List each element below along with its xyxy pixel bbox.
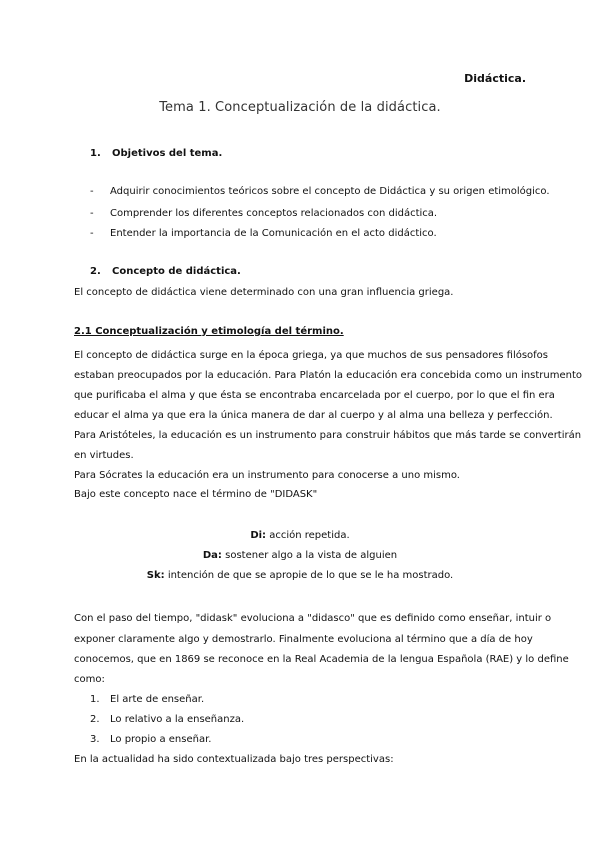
tema-title: Tema 1. Conceptualización de la didáctica. [159, 100, 441, 115]
text-line: educar el alma ya que era la única manera de dar al cuerpo y al alma una belleza y perfección. [74, 410, 553, 421]
etymology-line [0, 550, 600, 561]
text-line: conocemos, que en 1869 se reconoce en la Real Academia de la lengua Española (RAE) y lo define [74, 654, 569, 665]
list-item: Lo relativo a la enseñanza. [110, 714, 245, 725]
section2-intro: El concepto de didáctica viene determinado con una gran influencia griega. [74, 287, 454, 298]
list-number: 1. [90, 694, 100, 705]
text-line: que purificaba el alma y que ésta se encontraba encarcelada por el cuerpo, por lo que el fin era [74, 390, 555, 401]
etymology-term: Da: [202, 550, 222, 561]
text-line: estaban preocupados por la educación. Para Platón la educación era concebida como un instrumento [74, 370, 582, 381]
etymology-line [0, 530, 600, 541]
text-line: exponer claramente algo y demostrarlo. Finalmente evoluciona al término que a día de hoy [74, 634, 533, 645]
section1-title: Objetivos del tema. [112, 148, 223, 159]
text-line: en virtudes. [74, 450, 134, 461]
section2-title: Concepto de didáctica. [112, 266, 241, 277]
closing-line: En la actualidad ha sido contextualizada bajo tres perspectivas: [74, 754, 394, 765]
text-line: Con el paso del tiempo, "didask" evoluciona a "didasco" que es definido como enseñar, intuir o [74, 613, 552, 624]
paragraph-socrates: Para Sócrates la educación era un instrumento para conocerse a uno mismo. [74, 470, 460, 481]
list-number: 3. [90, 734, 100, 745]
objective-item: Entender la importancia de la Comunicación en el acto didáctico. [110, 228, 437, 239]
text-line: El concepto de didáctica surge en la época griega, ya que muchos de sus pensadores filósofos [74, 350, 549, 361]
etymology-term: Di: [250, 530, 267, 541]
bullet-dash: - [90, 228, 94, 239]
section1-number: 1. [90, 148, 101, 159]
list-item: El arte de enseñar. [110, 694, 205, 705]
text-line: Para Aristóteles, la educación es un instrumento para construir hábitos que más tarde se convertirán [74, 430, 582, 441]
etymology-meaning: acción repetida. [266, 530, 350, 541]
section1-heading [90, 148, 222, 159]
text-line: como: [74, 674, 105, 685]
section2-heading [90, 266, 241, 277]
objective-item: Adquirir conocimientos teóricos sobre el concepto de Didáctica y su origen etimológico. [110, 186, 550, 197]
section21-heading: 2.1 Conceptualización y etimología del término. [74, 326, 344, 337]
header-title: Didáctica. [464, 72, 526, 85]
list-item: Lo propio a enseñar. [110, 734, 212, 745]
objective-item: Comprender los diferentes conceptos relacionados con didáctica. [110, 208, 438, 219]
etymology-meaning: sostener algo a la vista de alguien [221, 550, 398, 561]
paragraph-didask: Bajo este concepto nace el término de "DIDASK" [74, 489, 318, 500]
list-number: 2. [90, 714, 100, 725]
section2-number: 2. [90, 266, 101, 277]
etymology-term: Sk: [146, 570, 165, 581]
bullet-dash: - [90, 186, 94, 197]
etymology-line [0, 570, 600, 581]
etymology-meaning: intención de que se apropie de lo que se le ha mostrado. [164, 570, 454, 581]
bullet-dash: - [90, 208, 94, 219]
